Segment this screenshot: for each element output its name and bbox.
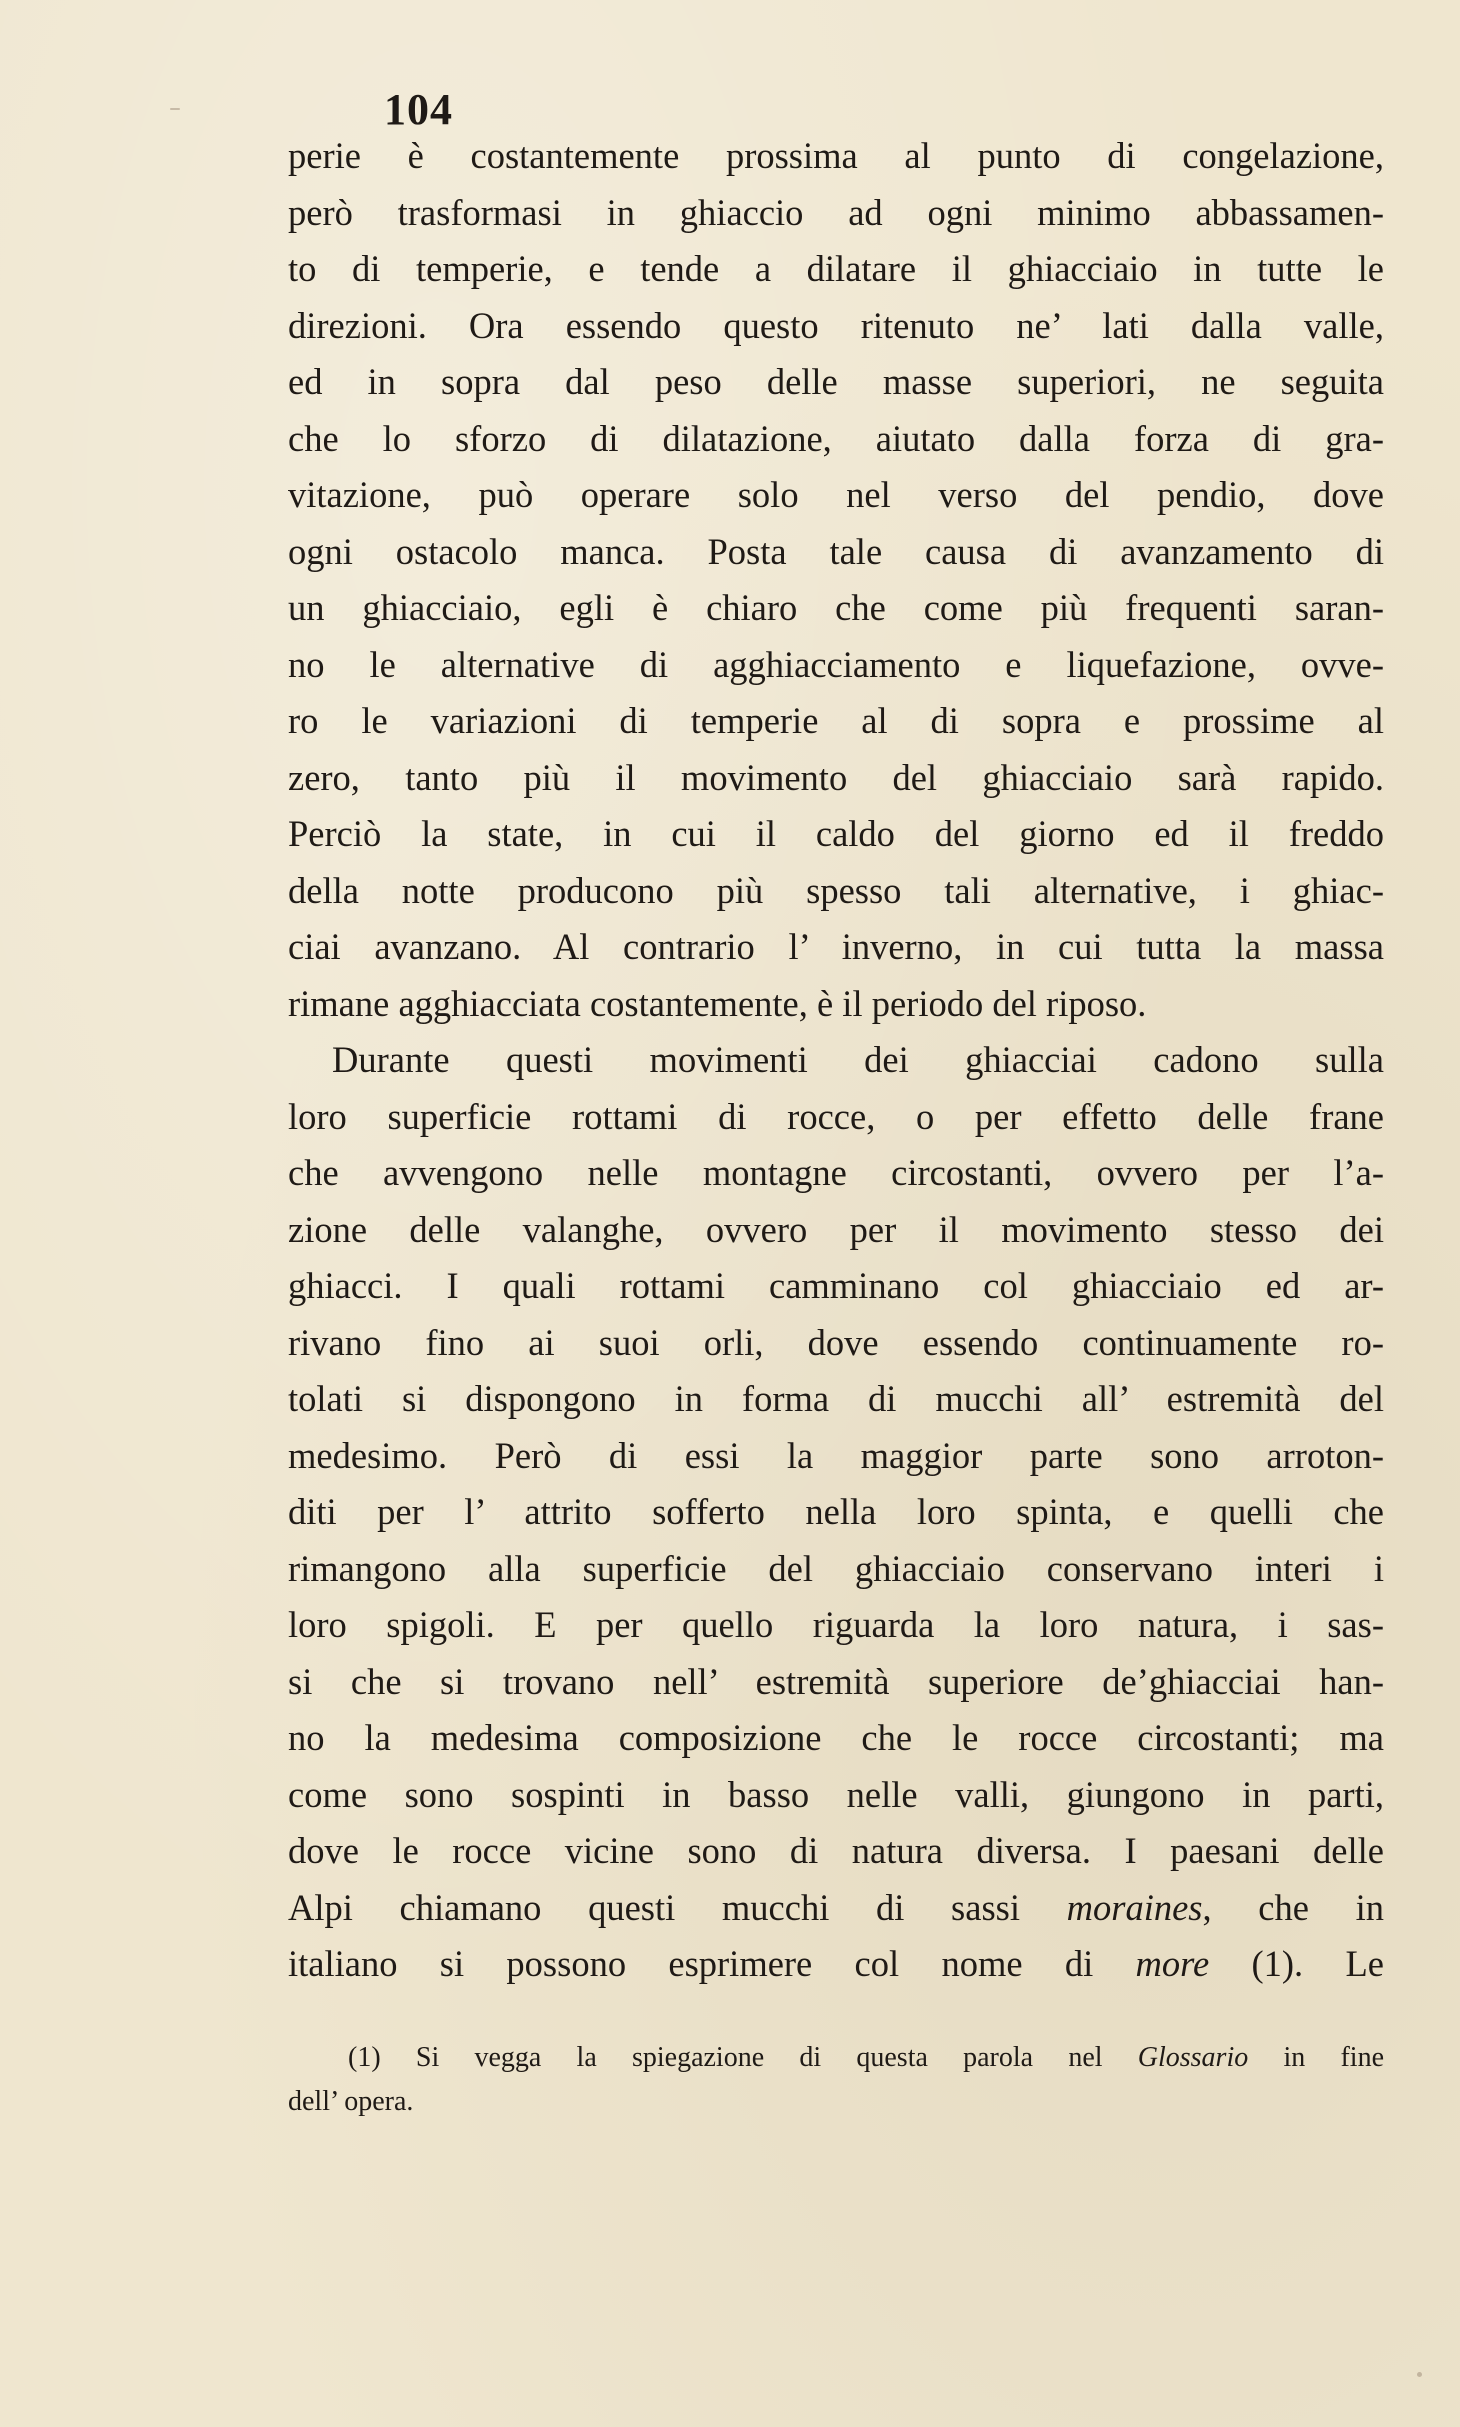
text-line: dove le rocce vicine sono di natura diversa. I paesani delle (288, 1830, 1384, 1871)
paper-speck (1417, 2372, 1422, 2377)
text-line: loro superficie rottami di rocce, o per effetto delle frane (288, 1095, 1384, 1137)
text-line: no la medesima composizione che le rocce circostanti; ma (288, 1717, 1384, 1758)
text-line: che lo sforzo di dilatazione, aiutato dalla forza di gra- (288, 417, 1384, 459)
text-line: to di temperie, e tende a dilatare il ghiacciaio in tutte le (288, 248, 1384, 289)
italic-word: more (1135, 1943, 1210, 1984)
text-line: perie è costantemente prossima al punto di congelazione, (288, 135, 1384, 176)
text-line: però trasformasi in ghiaccio ad ogni minimo abbassamen- (288, 191, 1384, 233)
text-line: che avvengono nelle montagne circostanti, ovvero per l’a- (288, 1152, 1384, 1193)
italic-word: Glossario (1137, 2042, 1249, 2073)
paper-speck (170, 108, 180, 110)
page-number: 104 (384, 85, 453, 134)
text-line: Alpi chiamano questi mucchi di sassi moraines, che in (288, 1886, 1384, 1928)
main-text (288, 128, 1384, 1993)
text-line: vitazione, può operare solo nel verso del pendio, dove (288, 474, 1384, 515)
text-line: tolati si dispongono in forma di mucchi all’ estremità del (288, 1378, 1384, 1419)
text-line: Durante questi movimenti dei ghiacciai cadono sulla (332, 1039, 1384, 1080)
text-line: loro spigoli. E per quello riguarda la loro natura, i sas- (288, 1604, 1384, 1645)
footnote-line: dell’ opera. (288, 2086, 414, 2117)
text-line: rivano fino ai suoi orli, dove essendo continuamente ro- (288, 1321, 1384, 1363)
text-line: medesimo. Però di essi la maggior parte sono arroton- (288, 1434, 1384, 1476)
text-line: della notte producono più spesso tali alternative, i ghiac- (288, 869, 1384, 911)
text-line: zione delle valanghe, ovvero per il movimento stesso dei (288, 1208, 1384, 1250)
text-line: Perciò la state, in cui il caldo del giorno ed il freddo (288, 813, 1384, 854)
footnote-line: (1) Si vegga la spiegazione di questa parola nel Glossario in fine (348, 2042, 1384, 2073)
italic-word: moraines (1066, 1886, 1203, 1928)
text-line: ro le variazioni di temperie al di sopra e prossime al (288, 700, 1384, 741)
text-line: rimangono alla superficie del ghiacciaio conservano interi i (288, 1547, 1384, 1589)
text-line: ogni ostacolo manca. Posta tale causa di avanzamento di (288, 530, 1384, 572)
text-line: direzioni. Ora essendo questo ritenuto ne’ lati dalla valle, (288, 304, 1384, 346)
text-line: zero, tanto più il movimento del ghiacciaio sarà rapido. (288, 756, 1384, 798)
text-line: no le alternative di agghiacciamento e liquefazione, ovve- (288, 643, 1384, 685)
text-line: ghiacci. I quali rottami camminano col ghiacciaio ed ar- (288, 1265, 1384, 1306)
text-line: diti per l’ attrito sofferto nella loro spinta, e quelli che (288, 1491, 1384, 1532)
text-line: come sono sospinti in basso nelle valli, giungono in parti, (288, 1773, 1384, 1815)
text-line: italiano si possono esprimere col nome di more (1). Le (288, 1943, 1384, 1984)
text-line: si che si trovano nell’ estremità superiore de’ghiacciai han- (288, 1660, 1384, 1702)
text-line: un ghiacciaio, egli è chiaro che come più frequenti saran- (288, 587, 1384, 628)
text-line: rimane agghiacciata costantemente, è il periodo del riposo. (288, 982, 1147, 1024)
text-line: ciai avanzano. Al contrario l’ inverno, in cui tutta la massa (288, 926, 1384, 967)
footnote (288, 2036, 1384, 2124)
text-line: ed in sopra dal peso delle masse superiori, ne seguita (288, 361, 1384, 402)
